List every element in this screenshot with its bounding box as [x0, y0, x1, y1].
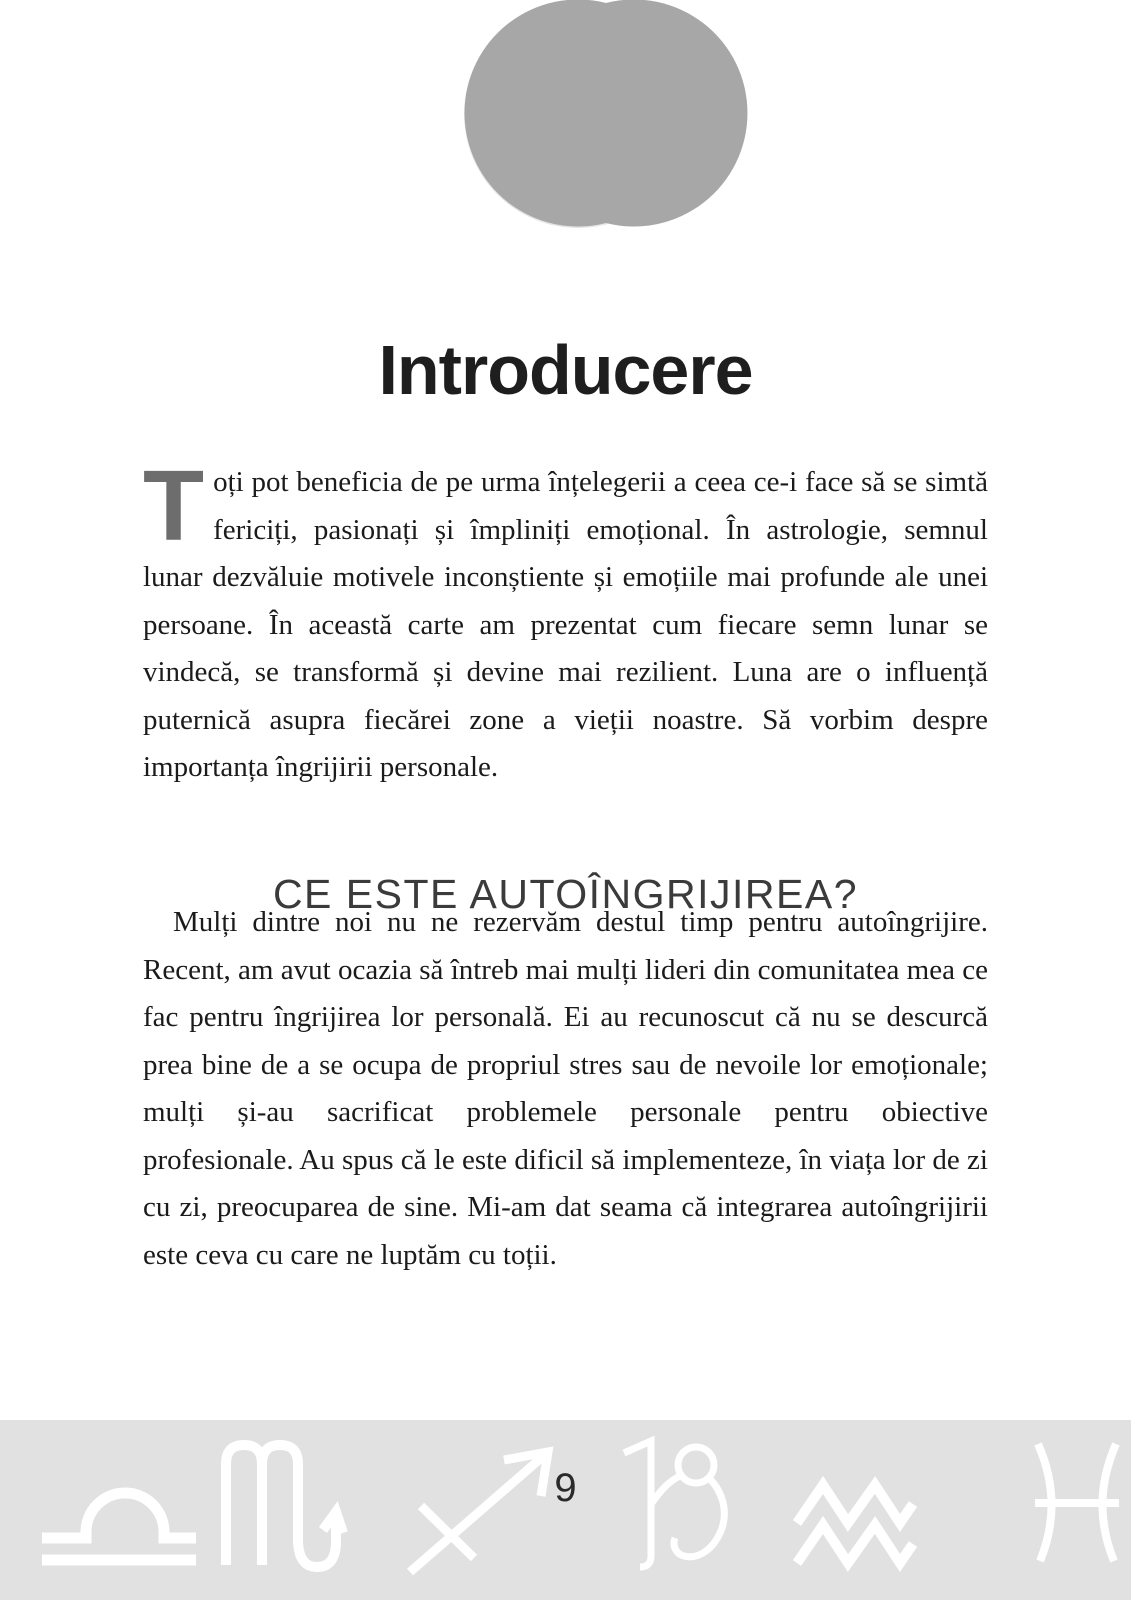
moon-phase-graphic [0, 0, 1131, 240]
drop-cap: T [143, 450, 205, 562]
selfcare-paragraph [143, 899, 988, 1279]
selfcare-paragraph-text: Mulți dintre noi nu ne rezervăm destul timp pentru autoîngrijire. Recent, am avut ocazia să întreb mai mulți lideri din comunitatea mea ce fac pentru îngrijirea lor personală. Ei au recunoscut că nu se descurcă prea bine de a se ocupa de propriul stres sau de nevoile lor emoționale; mulți și-au sacrificat problemele personale pentru obiective profesionale. Au spus că le este dificil să implementeze, în viața lor de zi cu zi, preocuparea de sine. Mi-am dat seama că integrarea autoîngrijirii este ceva cu care ne luptăm cu toții. [143, 906, 988, 1271]
intro-paragraph-text: oți pot beneficia de pe urma înțelegerii a ceea ce-i face să se simtă fericiți, pasionați și împliniți emoțional. În astrologie, semnul lunar dezvăluie motivele inconștiente și emoțiile mai profunde ale unei persoane. În această carte am prezentat cum fiecare semn lunar se vindecă, se transformă și devine mai rezilient. Luna are o influență puternică asupra fiecărei zone a vieții noastre. Să vorbim despre importanța îngrijirii personale. [143, 466, 988, 783]
zodiac-symbols-strip [0, 1420, 1131, 1600]
section-heading: CE ESTE AUTOÎNGRIJIREA? [272, 871, 859, 918]
page-number: 9 [554, 1466, 577, 1510]
intro-paragraph [143, 450, 988, 792]
moon-shadow-lens [465, 0, 748, 226]
footer-band [0, 1420, 1131, 1600]
page-title: Introducere [378, 330, 753, 409]
